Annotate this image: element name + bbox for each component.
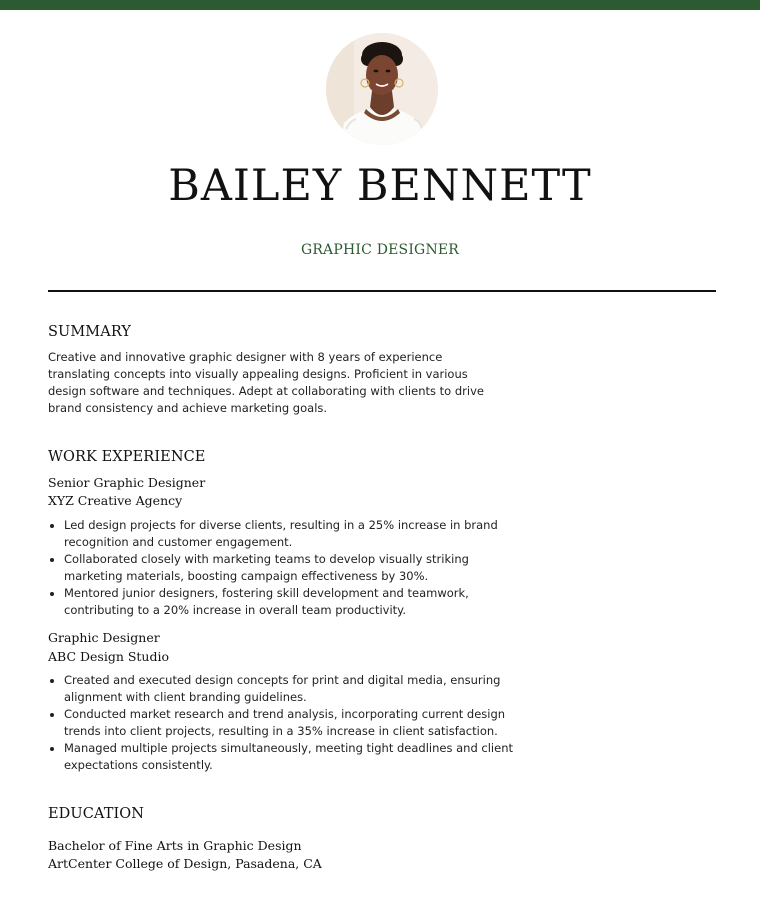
top-accent-bar [0, 0, 760, 10]
experience-heading: WORK EXPERIENCE [48, 449, 206, 465]
candidate-name: BAILEY BENNETT [168, 161, 592, 211]
list-item: • Managed multiple projects simultaneously, meeting tight deadlines and client expectations consistently. [64, 740, 516, 774]
list-item: • Led design projects for diverse clients, resulting in a 25% increase in brand recognition and customer engagement. [64, 517, 516, 551]
job-role: Graphic Designer [48, 630, 160, 645]
job-bullets [48, 517, 516, 619]
profile-photo-illustration [326, 33, 438, 145]
job-company: XYZ Creative Agency [48, 493, 183, 508]
job-company: ABC Design Studio [48, 649, 170, 664]
job-title: GRAPHIC DESIGNER [300, 242, 460, 258]
summary-heading: SUMMARY [48, 324, 132, 340]
job-bullets [48, 672, 516, 774]
education-school: ArtCenter College of Design, Pasadena, CA [48, 856, 322, 871]
job-role: Senior Graphic Designer [48, 475, 206, 490]
avatar [326, 33, 438, 145]
education-degree: Bachelor of Fine Arts in Graphic Design [48, 838, 302, 853]
header-divider [48, 290, 716, 292]
list-item: • Mentored junior designers, fostering skill development and teamwork, contributing to a 20% increase in overall team productivity. [64, 585, 516, 619]
education-heading: EDUCATION [48, 806, 145, 822]
list-item: • Created and executed design concepts for print and digital media, ensuring alignment with client branding guidelines. [64, 672, 516, 706]
list-item: • Collaborated closely with marketing teams to develop visually striking marketing materials, boosting campaign effectiveness by 30%. [64, 551, 516, 585]
list-item: • Conducted market research and trend analysis, incorporating current design trends into client projects, resulting in a 35% increase in client satisfaction. [64, 706, 516, 740]
summary-text: Creative and innovative graphic designer with 8 years of experience translating concepts into visually appealing designs. Proficient in various design software and techniques. Adept at collaborating with clients to drive brand consistency and achieve marketing goals. [48, 350, 484, 415]
